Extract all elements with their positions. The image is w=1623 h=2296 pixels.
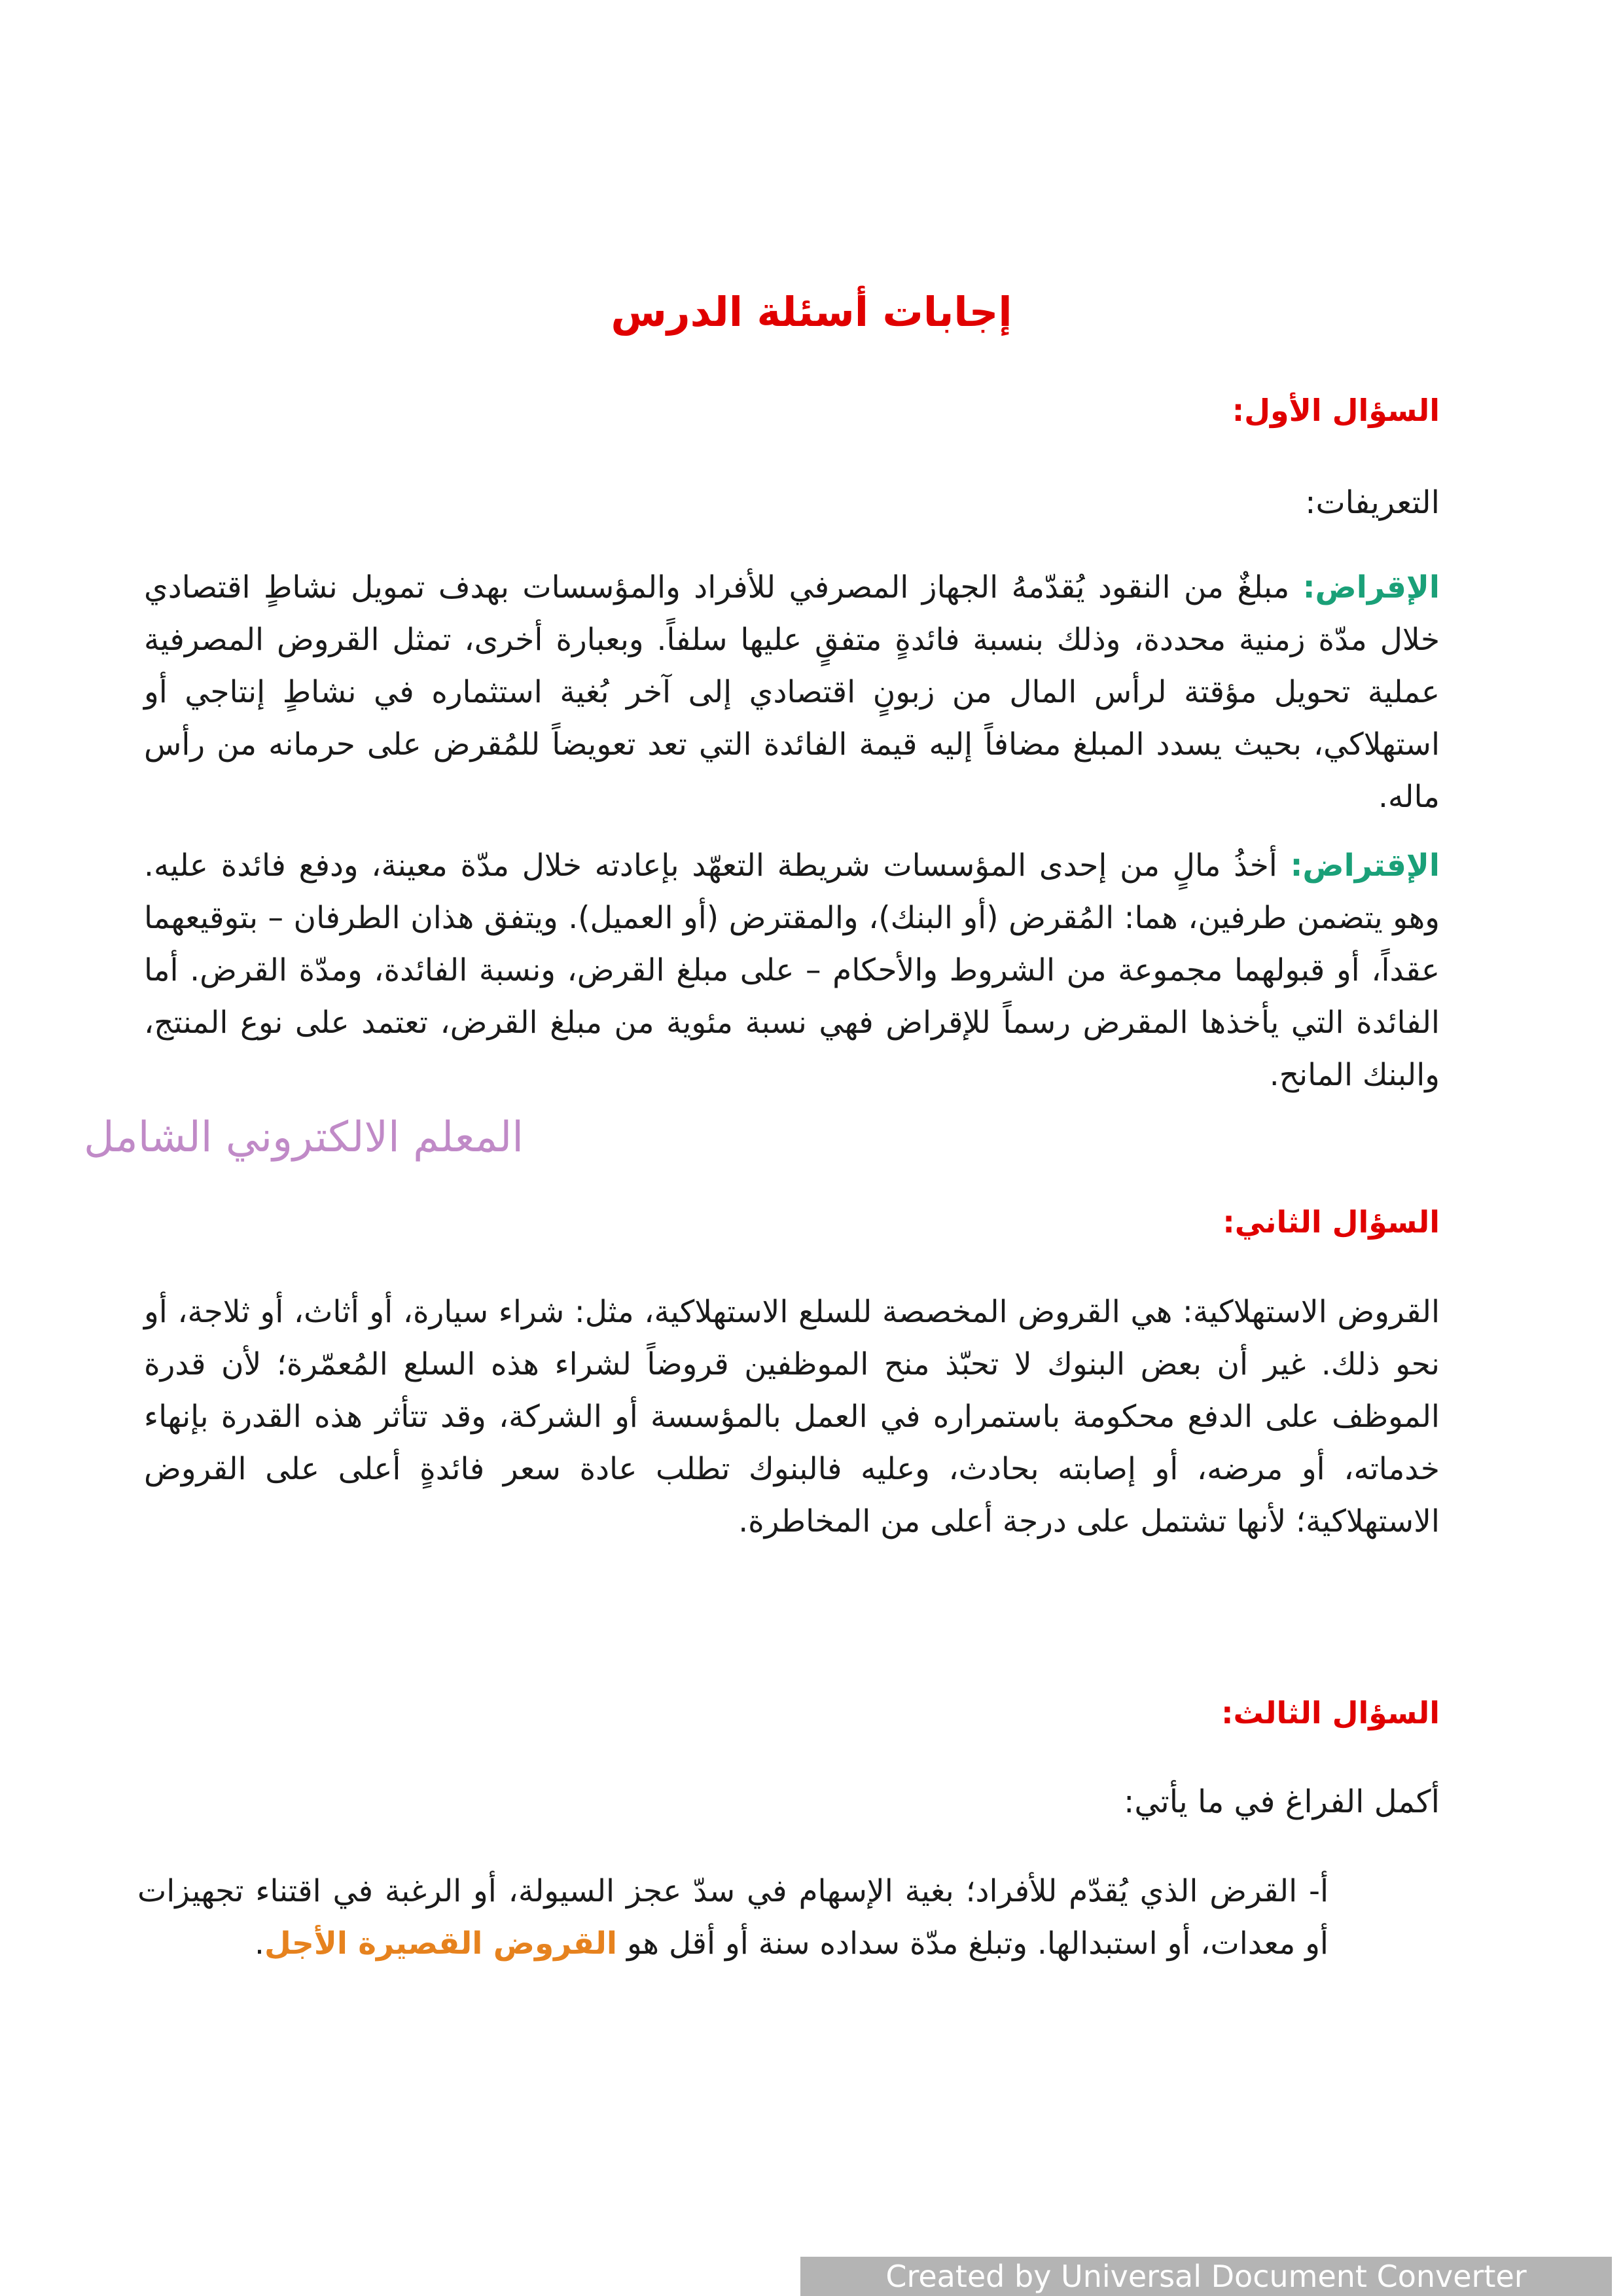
footer-banner: Created by Universal Document Converter [800,2257,1612,2296]
page-title: إجابات أسئلة الدرس [611,288,1012,336]
fill-blank-instruction: أكمل الفراغ في ما يأتي: [1124,1784,1440,1820]
borrowing-text: أخذُ مالٍ من إحدى المؤسسات شريطة التعهّد بإعادته خلال مدّة معينة، ودفع فائدة عليه. وهو يتضمن طرفين، هما: المُقرض (أو البنك)، والمقترض (أو العميل). ويتفق هذان الطرفان – بتوقيعهما عقداً، أو قبولهما مجموعة من الشروط والأحكام – على مبلغ القرض، ونسبة الفائدة، ومدّة القرض. أما الفائدة التي يأخذها المقرض رسماً للإقراض فهي نسبة مئوية من مبلغ القرض، تعتمد على نوع المنتج، والبنك المانح. [144,848,1440,1093]
definitions-label: التعريفات: [1305,484,1440,521]
lending-definition [144,562,1440,823]
item-a-end: . [255,1926,264,1962]
lending-text: مبلغٌ من النقود يُقدّمهُ الجهاز المصرفي للأفراد والمؤسسات بهدف تمويل نشاطٍ اقتصادي خلال مدّة زمنية محددة، وذلك بنسبة فائدةٍ متفقٍ عليها سلفاً. وبعبارة أخرى، تمثل القروض المصرفية عملية تحويل مؤقتة لرأس المال من زبونٍ اقتصادي إلى آخر بُغية استثماره في نشاطٍ إنتاجي أو استهلاكي، بحيث يسدد المبلغ مضافاً إليه قيمة الفائدة التي تعد تعويضاً للمُقرض على حرمانه من رأس ماله. [144,569,1440,815]
question-1-heading: السؤال الأول: [1232,393,1440,428]
lending-term: الإقراض: [1302,569,1440,605]
item-a-answer: القروض القصيرة الأجل [264,1926,617,1962]
borrowing-definition [144,840,1440,1102]
consumer-loans-paragraph: القروض الاستهلاكية: هي القروض المخصصة للسلع الاستهلاكية، مثل: شراء سيارة، أو أثاث، أو ثلاجة، أو نحو ذلك. غير أن بعض البنوك لا تحبّذ منح الموظفين قروضاً لشراء هذه السلع المُعمّرة؛ لأن قدرة الموظف على الدفع محكومة باستمراره في العمل بالمؤسسة أو الشركة، وقد تتأثر هذه القدرة بإنهاء خدماته، أو مرضه، أو إصابته بحادث، وعليه فالبنوك تطلب عادة سعر فائدةٍ أعلى على القروض الاستهلاكية؛ لأنها تشتمل على درجة أعلى من المخاطرة. [144,1294,1440,1539]
question-2-heading: السؤال الثاني: [1222,1204,1440,1240]
question-3-heading: السؤال الثالث: [1221,1695,1440,1731]
borrowing-term: الإقتراض: [1290,848,1440,884]
watermark-text: المعلم الالكتروني الشامل [83,1113,524,1162]
item-a [137,1865,1329,1970]
item-a-text: أ- القرض الذي يُقدّم للأفراد؛ بغية الإسهام في سدّ عجز السيولة، أو الرغبة في اقتناء تجهيزات أو معدات، أو استبدالها. وتبلغ مدّة سداده سنة أو أقل هو [137,1873,1329,1962]
